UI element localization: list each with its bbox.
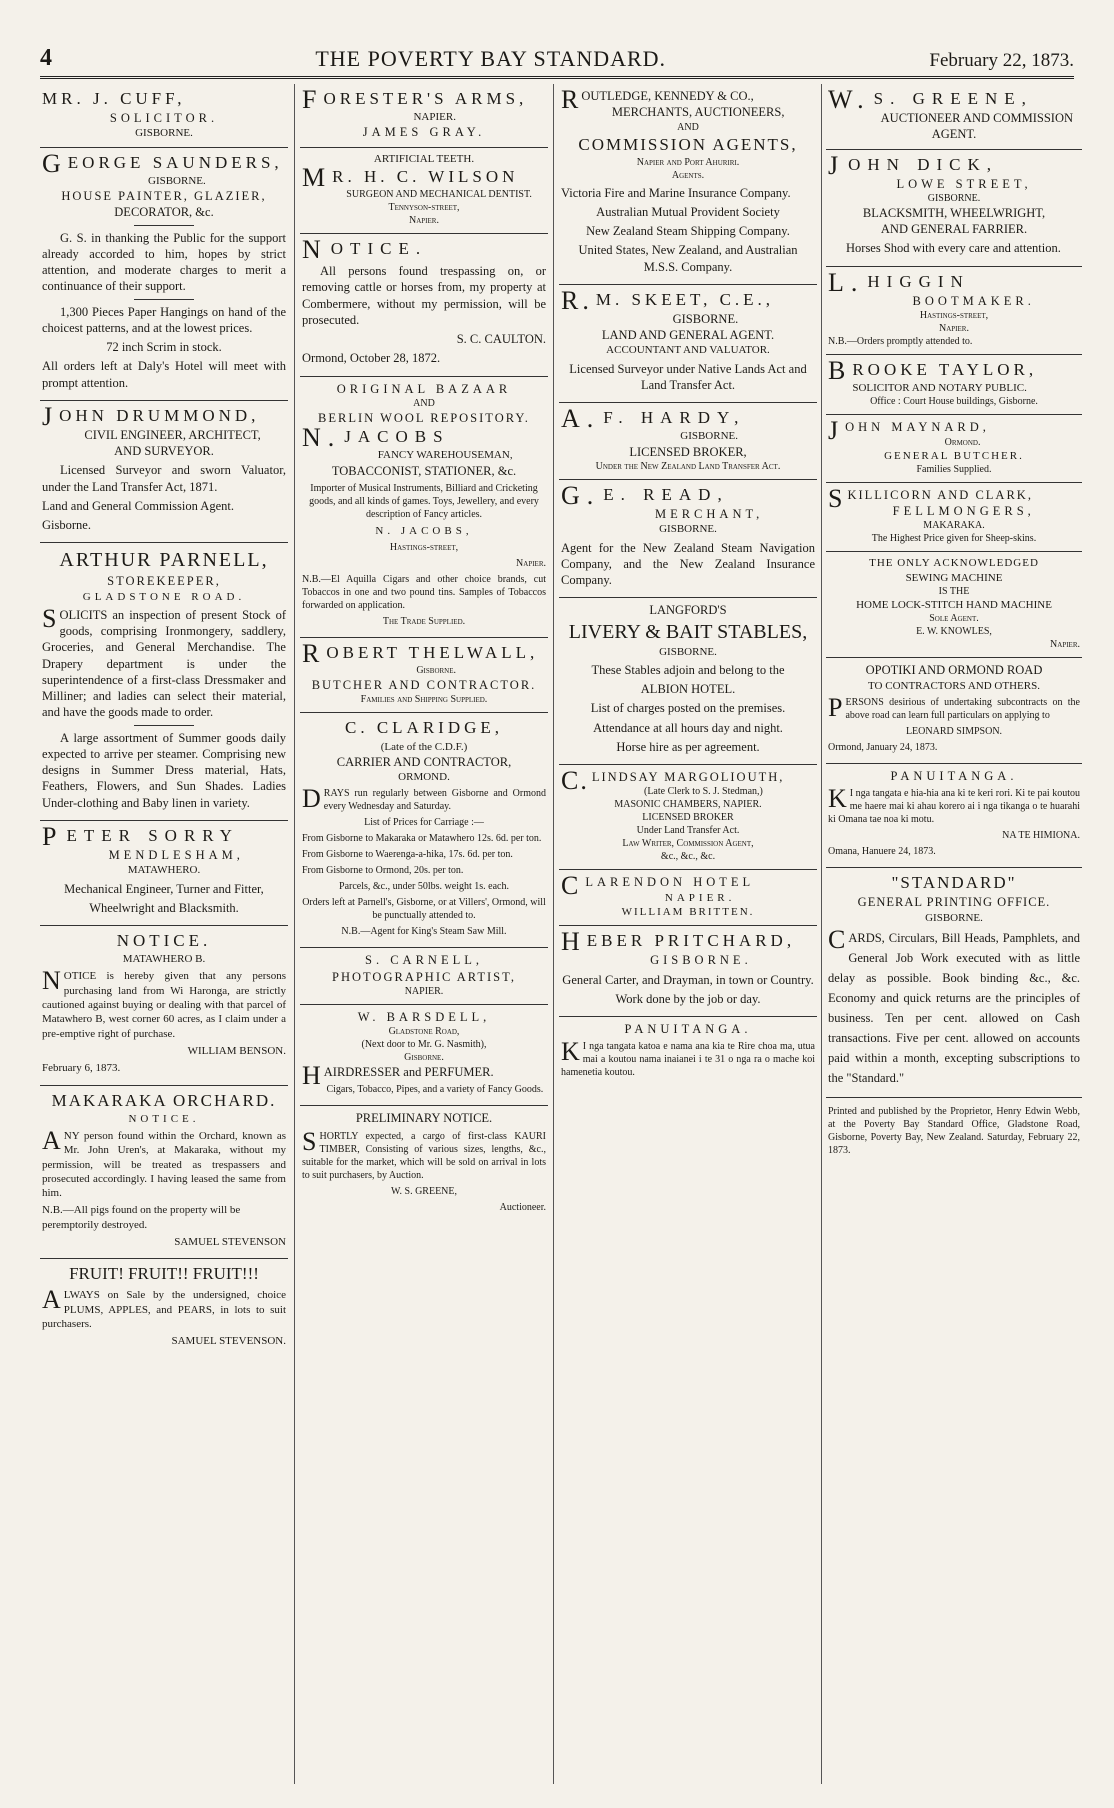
ad-title: SOLICITOR AND NOTARY PUBLIC. [852, 382, 1027, 395]
column-4 [826, 84, 1082, 1784]
ad-head: FRUIT! FRUIT!! FRUIT!!! [69, 1264, 259, 1284]
ad-name: SKILLICORN AND CLARK, [828, 483, 1033, 513]
ad-town: GISBORNE. [925, 911, 983, 924]
ad-text: From Gisborne to Makaraka or Matawhero 12s. 6d. per ton. [302, 833, 542, 845]
ad-text: From Gisborne to Waerenga-a-hika, 17s. 6d. per ton. [302, 849, 513, 861]
ad-head: "STANDARD" [891, 873, 1017, 893]
issue-date: February 22, 1873. [929, 50, 1074, 71]
notice-text: All persons found trespassing on, or removing cattle or horses from, my property at Combermere, without my permission, will be prosecuted. [302, 264, 546, 327]
ad-title: STOREKEEPER, [107, 574, 221, 589]
ad-text: 1,300 Pieces Paper Hangings on hand of the choicest patterns, and at the lowest prices. [42, 304, 286, 335]
notice-panuitanga-himiona [826, 764, 1082, 868]
ad-sub: &c., &c., &c. [660, 851, 716, 863]
ad-title: AND SURVEYOR. [114, 444, 214, 459]
notice-head: PRELIMINARY NOTICE. [355, 1111, 493, 1126]
ad-text: Work done by the job or day. [615, 991, 761, 1006]
ad-title: AUCTIONEER AND COMMISSION [880, 111, 1074, 126]
imprint [826, 1098, 1082, 1166]
notice-head: NOTICE. [116, 931, 212, 951]
notice-head: OPOTIKI AND ORMOND ROAD [865, 663, 1043, 678]
ad-thelwall [300, 638, 548, 713]
imprint-text: Printed and published by the Proprietor, Henry Edwin Webb, at the Poverty Bay Standard Office, Gladstone Road, Gisborne, Poverty Bay, New Zealand. Saturday, February 22, 1873. [828, 1105, 1080, 1156]
ad-text: United States, New Zealand, and Australian M.S.S. Company. [578, 243, 798, 274]
ad-head: ORIGINAL BAZAAR [336, 381, 512, 396]
ad-head: HOME LOCK-STITCH HAND MACHINE [856, 599, 1052, 612]
divider [134, 299, 194, 300]
ad-text: Australian Mutual Provident Society [596, 204, 780, 219]
ad-text: From Gisborne to Ormond, 20s. per ton. [302, 865, 464, 877]
notice-text: ANY person found within the Orchard, known as Mr. John Uren's, at Makaraka, without my permission, will be treated as trespassers and prosecuted accordingly. I having leased the same from him. [42, 1125, 286, 1200]
ad-town: GISBORNE. [148, 174, 206, 187]
ad-title: COMMISSION AGENTS, [578, 134, 798, 154]
ad-title: LICENSED BROKER [642, 812, 734, 824]
ad-name: A.F. HARDY, [561, 404, 746, 434]
ad-title: LAND AND GENERAL AGENT. [601, 328, 775, 343]
ad-town: Napier and Port Ahuriri. [636, 156, 740, 168]
ad-text: N.B.—Orders promptly attended to. [828, 336, 973, 348]
column-rule [553, 84, 554, 1784]
ad-name: GEORGE SAUNDERS, [42, 148, 283, 178]
ad-head: SEWING MACHINE [905, 571, 1003, 584]
ad-street: Hastings-street, [919, 310, 989, 322]
ad-name: N.JACOBS [302, 423, 450, 453]
notice-text: PERSONS desirious of undertaking subcontracts on the above road can learn full particulars on applying to [828, 692, 1080, 722]
ad-sewing-machine [826, 552, 1082, 658]
ad-owner: JAMES GRAY. [362, 125, 486, 140]
notice-signature: SAMUEL STEVENSON [174, 1236, 286, 1248]
ad-name: JOHN DRUMMOND, [42, 401, 260, 431]
ad-town: Napier. [516, 558, 546, 570]
ad-title: BUTCHER AND CONTRACTOR. [311, 678, 537, 693]
ad-langford [559, 598, 817, 765]
ad-text: Agent for the New Zealand Steam Navigation Company, and the New Zealand Insurance Company. [561, 540, 815, 588]
ad-maynard [826, 415, 1082, 483]
ad-claridge [300, 713, 548, 948]
ad-town: NAPIER. [413, 111, 456, 124]
ad-name: L.HIGGIN [828, 267, 970, 297]
ad-text: A large assortment of Summer goods daily expected to arrive per steamer. Comprising new designs in Summer Dress material, Hats, Feathers, Flowers, and Sun Shades. Ladies Under-clothing and Baby linen in variety. [42, 730, 286, 810]
ad-sub: Families and Shipping Supplied. [360, 694, 488, 706]
notice-signature: S. C. CAULTON. [456, 332, 546, 347]
ad-title: LICENSED BROKER, [629, 444, 747, 459]
notice-date: Omana, Hanuere 24, 1873. [828, 846, 936, 858]
ad-text: The Trade Supplied. [382, 616, 466, 628]
ad-sub: Agents. [671, 169, 705, 181]
ad-text: Horses Shod with every care and attention. [846, 241, 1061, 256]
ad-head: IS THE [938, 586, 970, 598]
ad-title: CIVIL ENGINEER, ARCHITECT, [84, 427, 261, 442]
notice-benson [40, 926, 288, 1085]
ad-head: THE ONLY ACKNOWLEDGED [869, 557, 1039, 570]
ad-name: ARTHUR PARNELL, [59, 549, 269, 572]
notice-signature: WILLIAM BENSON. [187, 1044, 286, 1057]
ad-dick [826, 150, 1082, 267]
ad-jacobs [300, 377, 548, 638]
ad-town: Napier. [409, 215, 439, 227]
ad-text: Licensed Surveyor under Native Lands Act and Land Transfer Act. [569, 361, 807, 392]
newspaper-title: THE POVERTY BAY STANDARD. [315, 46, 667, 71]
ad-town: ORMOND. [398, 771, 450, 784]
ad-title: SOLICITOR. [109, 111, 219, 126]
ad-name: CLARENDON HOTEL [561, 871, 755, 901]
ad-sub: Under Land Transfer Act. [636, 825, 740, 837]
ad-title: CARRIER AND CONTRACTOR, [336, 754, 512, 769]
ad-sub: Law Writer, Commission Agent, [622, 838, 754, 850]
ad-printing-office [826, 868, 1082, 1098]
ad-text: Victoria Fire and Marine Insurance Company. [561, 185, 791, 200]
ad-town: Gisborne. [416, 665, 456, 677]
ad-title: BLACKSMITH, WHEELWRIGHT, [862, 205, 1046, 220]
notice-text: NOTICE is hereby given that any persons purchasing land from Wi Haronga, are strictly cautioned against buying or dealing with that parcel of Matawhero B, west corner 60 acres, as I claim under a pre-emptive right of purchase. [42, 966, 286, 1040]
ad-text: N.B.—El Aquilla Cigars and other choice brands, cut Tobaccos in one and two pound tins. Samples of Tobaccos forwarded on application. [302, 574, 546, 612]
ad-town: MATAWHERO. [127, 864, 201, 877]
ad-saunders [40, 148, 288, 401]
ad-sub: (Late of the C.D.F.) [380, 740, 468, 753]
ad-name: HEBER PRITCHARD, [561, 927, 796, 957]
ad-address: (Next door to Mr. G. Nasmith), [361, 1039, 487, 1051]
ad-town: GISBORNE. [659, 645, 717, 658]
ad-text: Attendance at all hours day and night. [593, 720, 783, 735]
notice-date: Ormond, October 28, 1872. [302, 351, 441, 366]
ad-signature: N. JACOBS, [375, 524, 473, 537]
ad-name: MR. H. C. WILSON [302, 162, 519, 192]
ad-title: TOBACCONIST, STATIONER, &c. [331, 463, 517, 478]
ad-sub: Sole Agent. [929, 613, 979, 625]
ad-town: NAPIER. [404, 985, 444, 997]
ad-text: Cigars, Tobacco, Pipes, and a variety of Fancy Goods. [326, 1084, 544, 1096]
notice-text: SHORTLY expected, a cargo of first-class KAURI TIMBER, Consisting of various sizes, lengths, &c., suitable for the market, which will be sold on arrival in lots to suit purchasers, by Auction. [302, 1126, 546, 1181]
ad-text: Importer of Musical Instruments, Billiard and Cricketing goods, and all kinds of games. Toys, Jewellery, and every description of Fancy articles. [309, 482, 539, 520]
ad-text: Wheelwright and Blacksmith. [89, 900, 239, 915]
ad-title: AGENT. [931, 127, 977, 142]
ad-town: MAKARAKA. [923, 520, 985, 532]
ad-higgin [826, 267, 1082, 355]
ad-town: NAPIER. [664, 891, 736, 904]
ad-title: GENERAL BUTCHER. [884, 449, 1024, 462]
ad-text: Horse hire as per agreement. [616, 739, 760, 754]
ad-street: Tennyson-street, [388, 202, 460, 214]
ad-title: SURGEON AND MECHANICAL DENTIST. [346, 189, 532, 201]
ad-name: C. CLARIDGE, [344, 718, 504, 738]
ad-sub: Families Supplied. [916, 463, 992, 475]
ad-town: Napier. [939, 323, 969, 335]
ad-name: PETER SORRY [42, 821, 239, 851]
ad-title: MERCHANTS, AUCTIONEERS, [611, 105, 785, 120]
ad-text: Office : Court House buildings, Gisborne. [870, 396, 1038, 408]
ad-text: The Highest Price given for Sheep-skins. [871, 533, 1037, 545]
ad-address: Gladstone Road, [388, 1026, 460, 1038]
divider [134, 725, 194, 726]
ad-name: ROUTLEDGE, KENNEDY & CO., [561, 85, 754, 114]
masthead [40, 38, 1074, 79]
notice-signature: LEONARD SIMPSON. [905, 725, 1003, 737]
ad-text: Licensed Surveyor and sworn Valuator, under the Land Transfer Act, 1871. [42, 463, 286, 494]
ad-place: MASONIC CHAMBERS, NAPIER. [614, 799, 762, 811]
notice-place: MATAWHERO B. [122, 953, 206, 966]
page-number: 4 [40, 45, 52, 71]
ad-name: W. BARSDELL, [357, 1009, 491, 1024]
notice-head: PANUITANGA. [890, 768, 1018, 783]
ad-town: GISBORNE. [672, 311, 739, 326]
ad-britten [559, 870, 817, 926]
ad-text: DRAYS run regularly between Gisborne and Ormond every Wednesday and Saturday. [302, 784, 546, 814]
ad-text: ALBION HOTEL. [640, 682, 736, 697]
ad-name: W.S. GREENE, [828, 85, 1033, 114]
ad-carnell [300, 948, 548, 1005]
ad-title: ACCOUNTANT AND VALUATOR. [606, 344, 770, 357]
ad-town: Ormond. [944, 436, 981, 448]
ad-town: Napier. [1050, 639, 1080, 651]
ad-wilson [300, 148, 548, 234]
ad-name: LIVERY & BAIT STABLES, [568, 620, 808, 643]
ad-text: New Zealand Steam Shipping Company. [586, 224, 790, 239]
ad-town: GISBORNE. [680, 430, 739, 443]
notice-text: N.B.—All pigs found on the property will be peremptorily destroyed. [42, 1204, 241, 1231]
ad-town: GISBORNE. [659, 523, 717, 536]
ad-sub: (Late Clerk to S. J. Stedman,) [643, 786, 763, 798]
ad-trade: DECORATOR, &c. [114, 205, 214, 220]
ad-text: General Carter, and Drayman, in town or Country. [562, 972, 814, 987]
ad-sub: Under the New Zealand Land Transfer Act. [595, 460, 781, 472]
ad-text: G. S. in thanking the Public for the support already accorded to him, hopes by strict attention, and moderate charges to merit a continuance of their support. [42, 230, 286, 294]
notice-caulton [300, 234, 548, 377]
notice-head: MAKARAKA ORCHARD. [51, 1090, 277, 1110]
ad-routledge [559, 84, 817, 285]
notice-head: TO CONTRACTORS AND OTHERS. [868, 679, 1040, 692]
notice-head: NOTICE. [302, 235, 428, 265]
ad-name: FORESTER'S ARMS, [302, 85, 528, 114]
ad-name: S. CARNELL, [365, 953, 483, 968]
ad-street: Hastings-street, [389, 542, 459, 554]
ad-cuff [40, 84, 288, 148]
ad-town: GISBORNE. [927, 192, 981, 204]
ad-trade: HOUSE PAINTER, GLAZIER, [61, 189, 267, 204]
ad-head: BERLIN WOOL REPOSITORY. [318, 410, 530, 425]
ad-place: MENDLESHAM, [108, 848, 244, 863]
notice-orchard [40, 1086, 288, 1260]
ad-title: FANCY WAREHOUSEMAN, [377, 449, 513, 462]
ad-text: Land and General Commission Agent. [42, 498, 234, 513]
ad-head: LANGFORD'S [649, 603, 727, 618]
ad-title: FELLMONGERS, [892, 504, 1035, 519]
column-1 [40, 84, 288, 1784]
notice-panuitanga-rire [559, 1017, 817, 1088]
ad-title: AND [677, 121, 699, 133]
ad-name: R.M. SKEET, C.E., [561, 285, 775, 315]
ad-name: G.E. READ, [561, 480, 729, 510]
ad-title: MERCHANT, [654, 506, 764, 521]
ad-text: 72 inch Scrim in stock. [106, 340, 222, 355]
ad-title: AND GENERAL FARRIER. [880, 222, 1028, 237]
notice-head: PANUITANGA. [624, 1022, 752, 1036]
ad-sorry [40, 821, 288, 926]
ad-margoliouth [559, 765, 817, 870]
ad-head: ARTIFICIAL TEETH. [373, 152, 475, 165]
ad-text: Mechanical Engineer, Turner and Fitter, [64, 881, 264, 896]
notice-date: February 6, 1873. [42, 1062, 121, 1075]
ad-head: AND [413, 397, 435, 409]
ad-name: MR. J. CUFF, [42, 89, 186, 108]
column-3 [559, 84, 817, 1784]
ad-barsdell [300, 1005, 548, 1107]
ad-text: List of charges posted on the premises. [590, 701, 786, 716]
column-2 [300, 84, 548, 1784]
ad-text: All orders left at Daly's Hotel will meet with prompt attention. [42, 359, 286, 390]
notice-signature: NA TE HIMIONA. [1002, 830, 1080, 842]
ad-title: BOOTMAKER. [912, 293, 1035, 308]
ad-taylor [826, 355, 1082, 415]
ad-name: E. W. KNOWLES, [916, 626, 992, 638]
ad-name: BROOKE TAYLOR, [828, 356, 1038, 386]
ad-parnell [40, 543, 288, 821]
ad-owner: WILLIAM BRITTEN. [621, 905, 755, 918]
ad-text: CARDS, Circulars, Bill Heads, Pamphlets, and General Job Work executed with as little delay as possible. Book binding &c., &c. Economy and quick returns are the principles of business. Ten per cent. allowed on Cash transactions. Five per cent. allowed on accounts paid within a month, excepting subscriptions to the "Standard." [828, 924, 1080, 1085]
ad-name: ROBERT THELWALL, [302, 639, 539, 669]
ad-text: List of Prices for Carriage :— [364, 817, 484, 829]
ad-head: GENERAL PRINTING OFFICE. [857, 895, 1051, 910]
ad-name: JOHN MAYNARD, [828, 416, 990, 446]
ad-foresters [300, 84, 548, 148]
ad-town: GISBORNE. [650, 953, 752, 968]
notice-sub: NOTICE. [128, 1112, 200, 1125]
ad-text: SOLICITS an inspection of present Stock of goods, comprising Ironmongery, saddlery, Groceries, and General Merchandise. The Drapery department is under the superintendence of a first-class Dressmaker and Milliner; and ladies can select their material, and have the goods made to order. [42, 603, 286, 720]
ad-text: ALWAYS on Sale by the undersigned, choice PLUMS, APPLES, and PEARS, in lots to suit purchasers. [42, 1285, 286, 1330]
ad-name: JOHN DICK, [828, 150, 999, 180]
ad-text: Orders left at Parnell's, Gisborne, or at Villers', Ormond, will be punctually attended to. [302, 897, 546, 922]
column-rule [294, 84, 295, 1784]
ad-fruit [40, 1259, 288, 1357]
ad-address: GLADSTONE ROAD. [82, 590, 246, 603]
divider [134, 225, 194, 226]
notice-text: KI nga tangata e hia-hia ana ki te keri rori. Ki te pai koutou me haere mai ki ahau korero ai i nga tikanga o te huarahi ki Omana tae noa ki motu. [828, 784, 1080, 826]
ad-text: Parcels, &c., under 50lbs. weight 1s. each. [339, 881, 509, 893]
ad-town: GISBORNE. [135, 127, 193, 140]
ad-skillicorn [826, 483, 1082, 553]
ad-pritchard [559, 926, 817, 1017]
ad-town: Gisborne. [404, 1052, 444, 1064]
ad-signature: SAMUEL STEVENSON. [171, 1335, 286, 1348]
column-rule [821, 84, 822, 1784]
notice-text: KI nga tangata katoa e nama ana kia te Rire choa ma, utua mai a koutou nama inaianei i te 31 o nga ra o mache koi hamenetia koutou. [561, 1037, 815, 1079]
ad-skeet [559, 285, 817, 403]
ad-text: Gisborne. [42, 518, 91, 533]
ad-text: N.B.—Agent for King's Steam Saw Mill. [341, 926, 507, 938]
notice-signature: W. S. GREENE, [390, 1185, 458, 1197]
notice-opotiki [826, 658, 1082, 764]
ad-title: PHOTOGRAPHIC ARTIST, [332, 969, 516, 984]
ad-title: HAIRDRESSER and PERFUMER. [302, 1061, 494, 1091]
ad-text: These Stables adjoin and belong to the [591, 662, 785, 677]
notice-preliminary [300, 1106, 548, 1222]
notice-role: Auctioneer. [499, 1201, 546, 1213]
ad-hardy [559, 403, 817, 480]
ad-greene [826, 84, 1082, 150]
ad-name: C.LINDSAY MARGOLIOUTH, [561, 766, 785, 796]
ad-street: LOWE STREET, [896, 176, 1032, 191]
notice-date: Ormond, January 24, 1873. [828, 741, 938, 753]
ad-read [559, 480, 817, 598]
ad-drummond [40, 401, 288, 544]
